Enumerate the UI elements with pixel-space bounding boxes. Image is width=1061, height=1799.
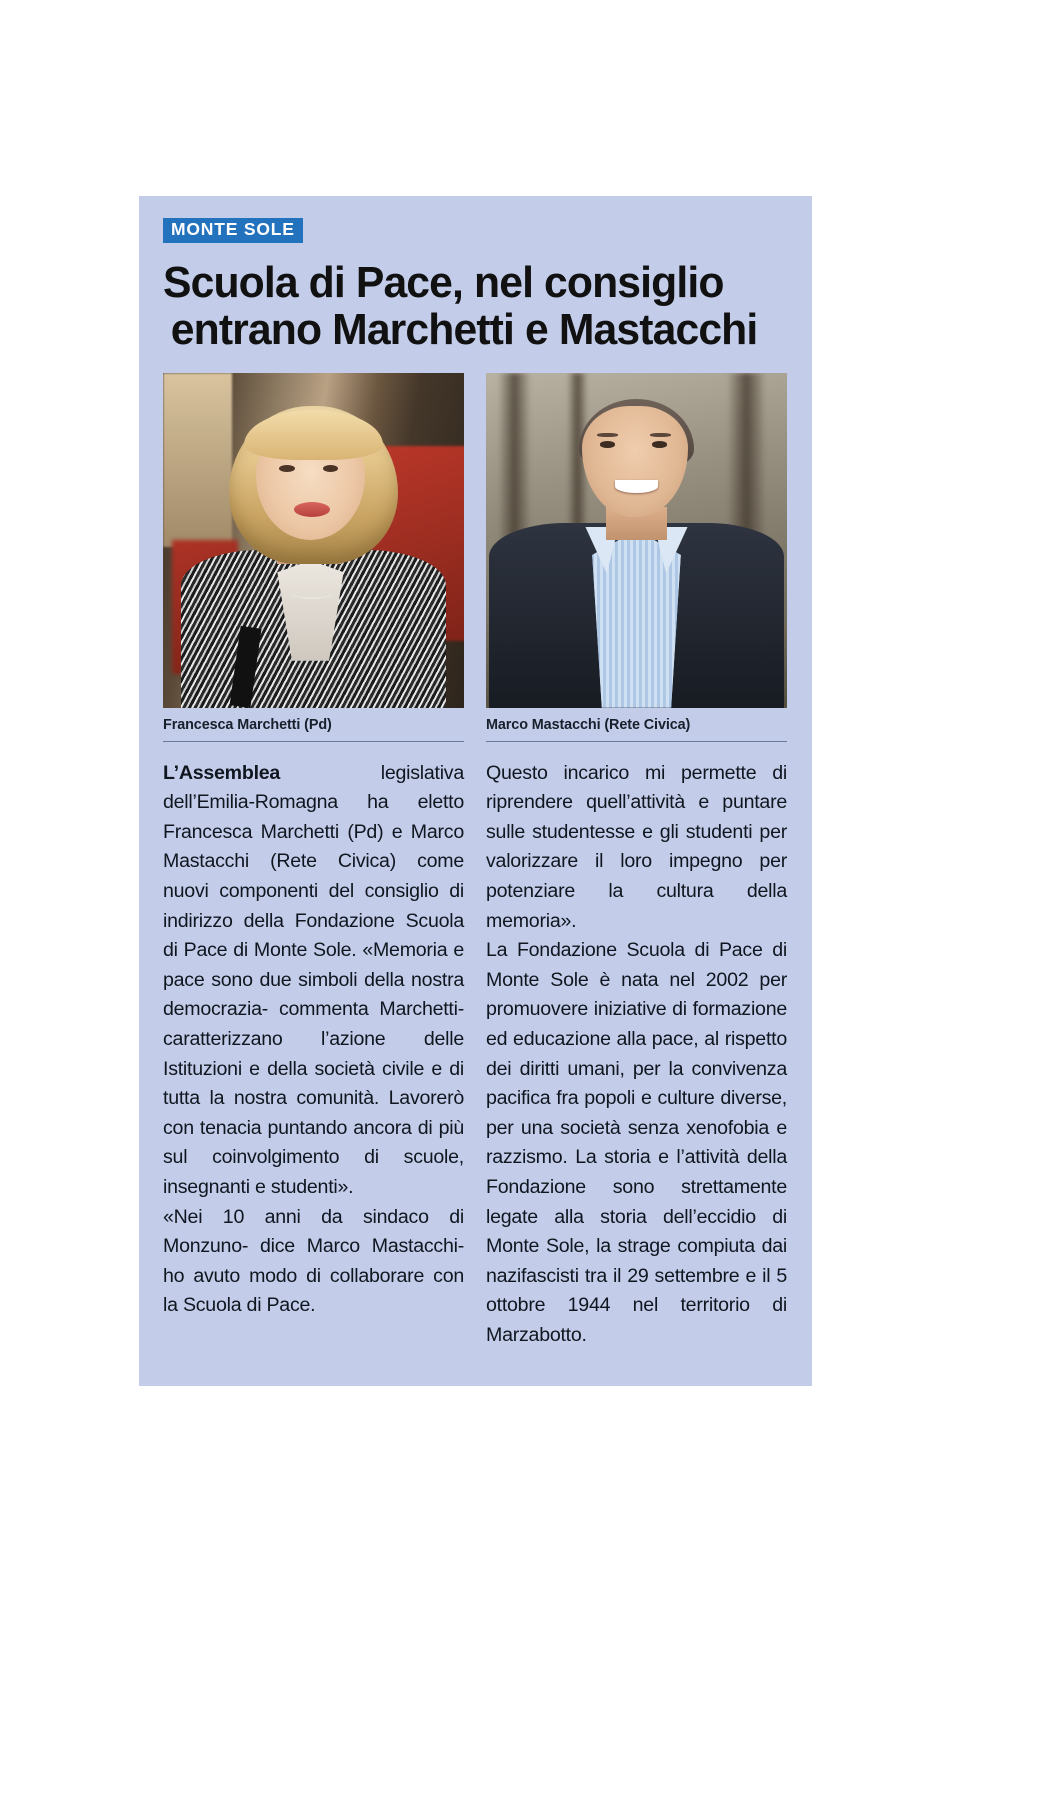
body-paragraph-left-2: «Nei 10 anni da sindaco di Monzuno- dice Marco Mastacchi- ho avuto modo di collaborare con la Scuola di Pace. (163, 1205, 464, 1317)
kicker-container (163, 218, 788, 243)
photo-caption-mastacchi: Marco Mastacchi (Rete Civica) (486, 708, 787, 742)
section-kicker-badge: MONTE SOLE (163, 218, 303, 243)
photo-column-left (163, 373, 464, 742)
body-text-left-1: legislativa dell’Emilia-Romagna ha eletto Francesca Marchetti (Pd) e Marco Mastacchi (Rete Civica) come nuovi componenti del consiglio di indirizzo della Fondazione Scuola di Pace di Monte Sole. «Memoria e pace sono due simboli della nostra democrazia- commenta Marchetti- caratterizzano l’azione delle Istituzioni e della società civile e di tutta la nostra comunità. Lavorerò con tenacia puntando ancora di più sul coinvolgimento di scuole, insegnanti e studenti». (163, 761, 464, 1198)
headline-line-2: entrano Marchetti e Mastacchi (170, 304, 758, 354)
photo-column-right (486, 373, 787, 742)
body-column-right (486, 759, 787, 1351)
photo-eye-right (652, 441, 667, 447)
body-paragraph-right-2: La Fondazione Scuola di Pace di Monte Sole è nata nel 2002 per promuovere iniziative di formazione ed educazione alla pace, al rispetto dei diritti umani, per la convivenza pacifica fra popoli e culture diverse, per una società senza xenofobia e razzismo. La storia e l’attività della Fondazione sono strettamente legate alla storia dell’eccidio di Monte Sole, la strage compiuta dai nazifascisti tra il 29 settembre e il 5 ottobre 1944 nel territorio di Marzabotto. (486, 939, 787, 1346)
body-paragraph-left-1 (163, 759, 464, 1203)
body-columns (163, 759, 788, 1351)
newspaper-clipping (139, 196, 812, 1386)
photo-eye-right (323, 465, 339, 472)
body-paragraph-right-1: Questo incarico mi permette di riprendere quell’attività e puntare sulle studentesse e gli studenti per valorizzare il loro impegno per potenziare la cultura della memoria». (486, 761, 787, 932)
portrait-photo-mastacchi (486, 373, 787, 708)
photo-caption-marchetti: Francesca Marchetti (Pd) (163, 708, 464, 742)
photo-mouth (294, 502, 330, 517)
photo-eyebrow-right (650, 433, 671, 437)
photo-smile (615, 480, 657, 493)
body-column-left (163, 759, 464, 1351)
headline-line-1: Scuola di Pace, nel consiglio (163, 257, 724, 307)
article-container (163, 218, 788, 1351)
photo-necklace (289, 584, 334, 599)
page-title (163, 259, 769, 353)
photo-row (163, 373, 788, 742)
portrait-photo-marchetti (163, 373, 464, 708)
photo-wall-detail (163, 373, 232, 547)
photo-eyebrow-left (597, 433, 618, 437)
photo-eye-left (279, 465, 295, 472)
photo-eye-left (600, 441, 615, 447)
lead-in-bold: L’Assemblea (163, 761, 281, 784)
